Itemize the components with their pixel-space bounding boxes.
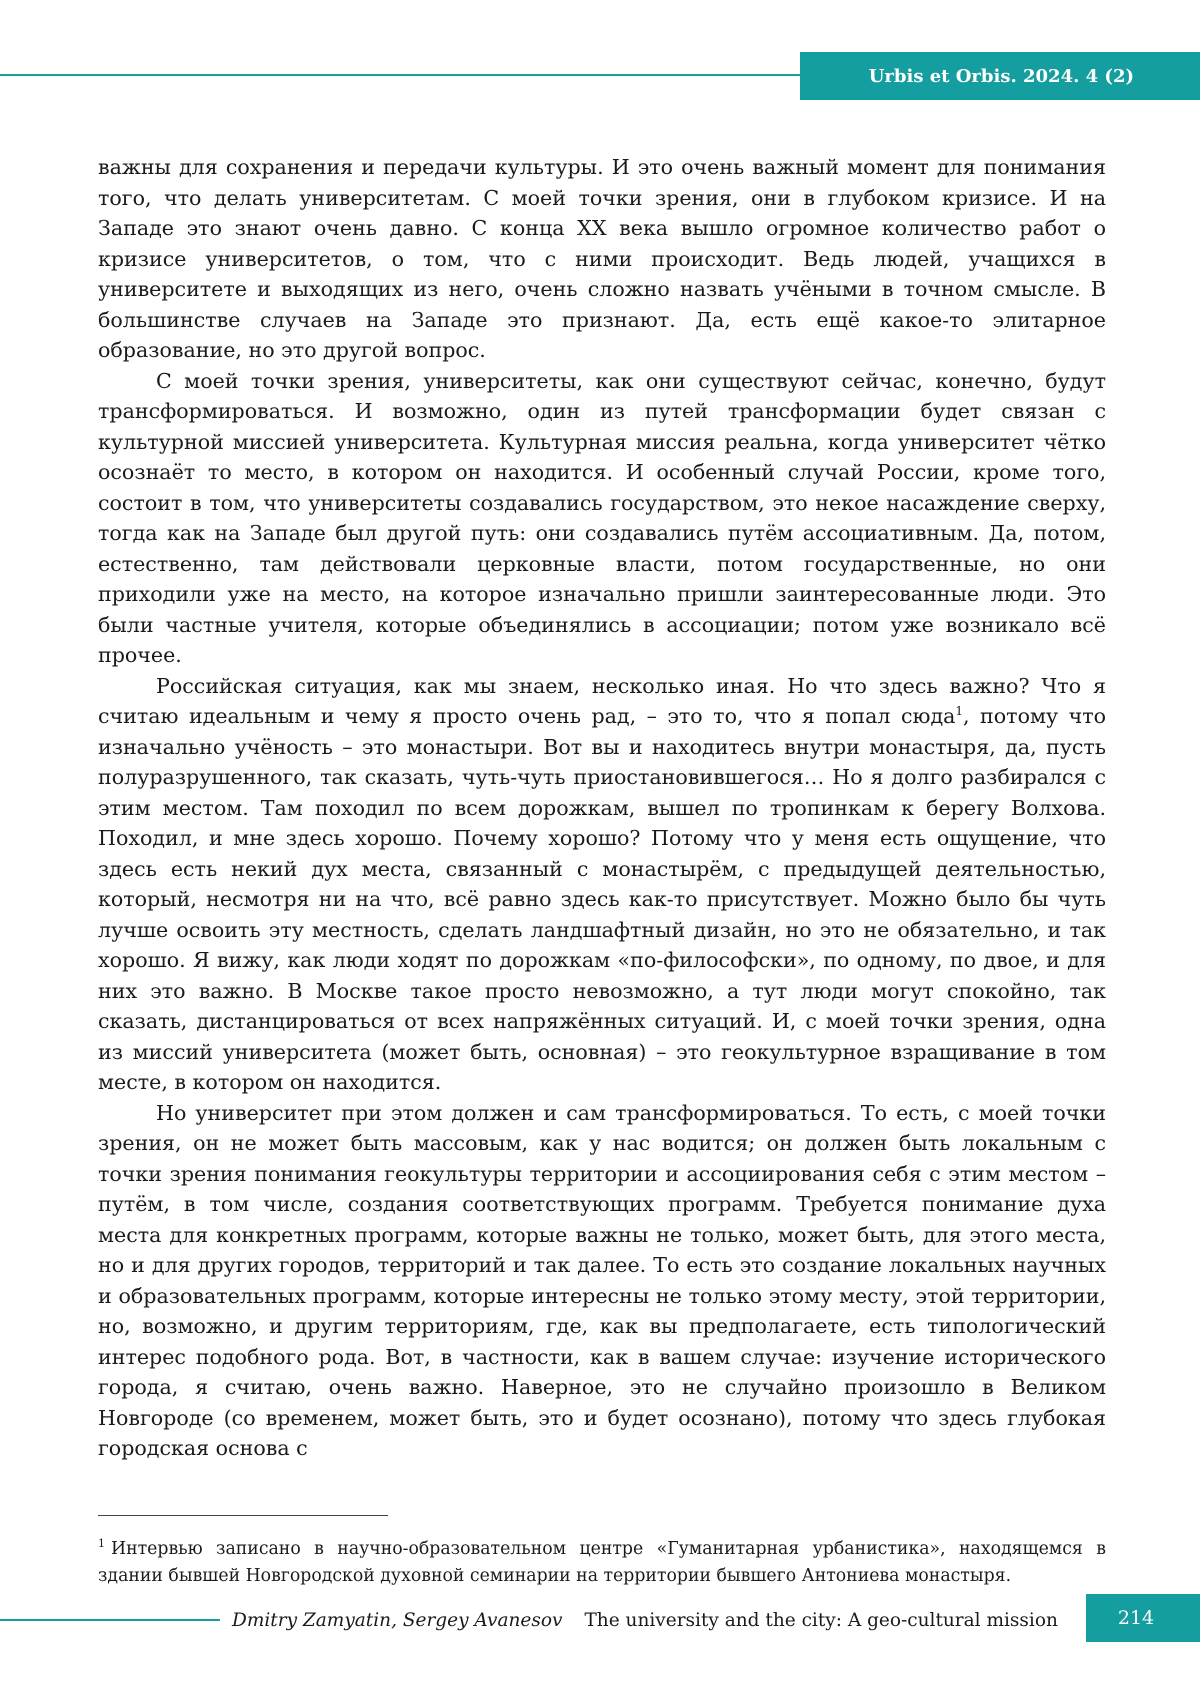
footnote-number: 1: [98, 1537, 105, 1551]
header-rule: [0, 74, 800, 76]
paragraph-3-text-end: , потому что изначально учёность – это монастыри. Вот вы и находитесь внутри монастыря, да, пусть полуразрушенного, так сказать, чуть-чуть приостановившегося… Но я долго разбирался с этим местом. Там походил по всем дорожкам, вышел по тропинкам к берегу Волхова. Походил, и мне здесь хорошо. Почему хорошо? Потому что у меня есть ощущение, что здесь есть некий дух места, связанный с монастырём, с предыдущей деятельностью, который, несмотря ни на что, всё равно здесь как-то присутствует. Можно было бы чуть лучше освоить эту местность, сделать ландшафтный дизайн, но это не обязательно, и так хорошо. Я вижу, как люди ходят по дорожкам «по-философски», по одному, по двое, и для них это важно. В Москве такое просто невозможно, а тут люди могут спокойно, так сказать, дистанцироваться от всех напряжённых ситуаций. И, с моей точки зрения, одна из миссий университета (может быть, основная) – это геокультурное взращивание в том месте, в котором он находится.: [98, 704, 1106, 1094]
article-body: [98, 152, 1106, 1464]
page-number: [1086, 1594, 1200, 1642]
journal-header: [800, 52, 1200, 100]
journal-title: Urbis et Orbis. 2024. 4 (2): [868, 65, 1134, 87]
paragraph-3-text-start: Российская ситуация, как мы знаем, несколько иная. Но что здесь важно? Что я считаю идеальным и чему я просто очень рад, – это то, что я попал сюда: [98, 673, 1106, 728]
paragraph-4: Но университет при этом должен и сам трансформироваться. То есть, с моей точки зрения, он не может быть массовым, как у нас водится; он должен быть локальным с точки зрения понимания геокультуры территории и ассоциирования себя с этим местом – путём, в том числе, создания соответствующих программ. Требуется понимание духа места для конкретных программ, которые важны не только, может быть, для этого места, но и для других городов, территорий и так далее. То есть это создание локальных научных и образовательных программ, которые интересны не только этому месту, этой территории, но, возможно, и другим территориям, где, как вы предполагаете, есть типологический интерес подобного рода. Вот, в частности, как в вашем случае: изучение исторического города, я считаю, очень важно. Наверное, это не случайно произошло в Великом Новгороде (со временем, может быть, это и будет осознано), потому что здесь глубокая городская основа с: [98, 1100, 1106, 1460]
footnote-reference[interactable]: 1: [955, 704, 964, 719]
footer-article-title: The university and the city: A geo-cultural mission: [584, 1609, 1058, 1631]
running-footer: [232, 1604, 1058, 1636]
footnote-separator: [98, 1515, 388, 1516]
footer-authors: Dmitry Zamyatin, Sergey Avanesov: [232, 1609, 563, 1631]
footnote-text: Интервью записано в научно-образовательном центре «Гуманитарная урбанистика», находящемся в здании бывшей Новгородской духовной семинарии на территории бывшего Антониева монастыря.: [98, 1539, 1106, 1586]
paragraph-1: важны для сохранения и передачи культуры. И это очень важный момент для понимания того, что делать университетам. С моей точки зрения, они в глубоком кризисе. И на Западе это знают очень давно. С конца XX века вышло огромное количество работ о кризисе университетов, о том, что с ними происходит. Ведь людей, учащихся в университете и выходящих из него, очень сложно назвать учёными в точном смысле. В большинстве случаев на Западе это признают. Да, есть ещё какое-то элитарное образование, но это другой вопрос.: [98, 155, 1106, 362]
footer-rule: [0, 1619, 220, 1621]
paragraph-2: С моей точки зрения, университеты, как они существуют сейчас, конечно, будут трансформироваться. И возможно, один из путей трансформации будет связан с культурной миссией университета. Культурная миссия реальна, когда университет чётко осознаёт то место, в котором он находится. И особенный случай России, кроме того, состоит в том, что университеты создавались государством, это некое насаждение сверху, тогда как на Западе был другой путь: они создавались путём ассоциативным. Да, потом, естественно, там действовали церковные власти, потом государственные, но они приходили уже на место, на которое изначально пришли заинтересованные люди. Это были частные учителя, которые объединялись в ассоциации; потом уже возникало всё прочее.: [98, 368, 1106, 667]
footnote: [98, 1536, 1106, 1590]
paragraph-3: [98, 671, 1106, 1098]
page-number-text: 214: [1117, 1607, 1155, 1629]
